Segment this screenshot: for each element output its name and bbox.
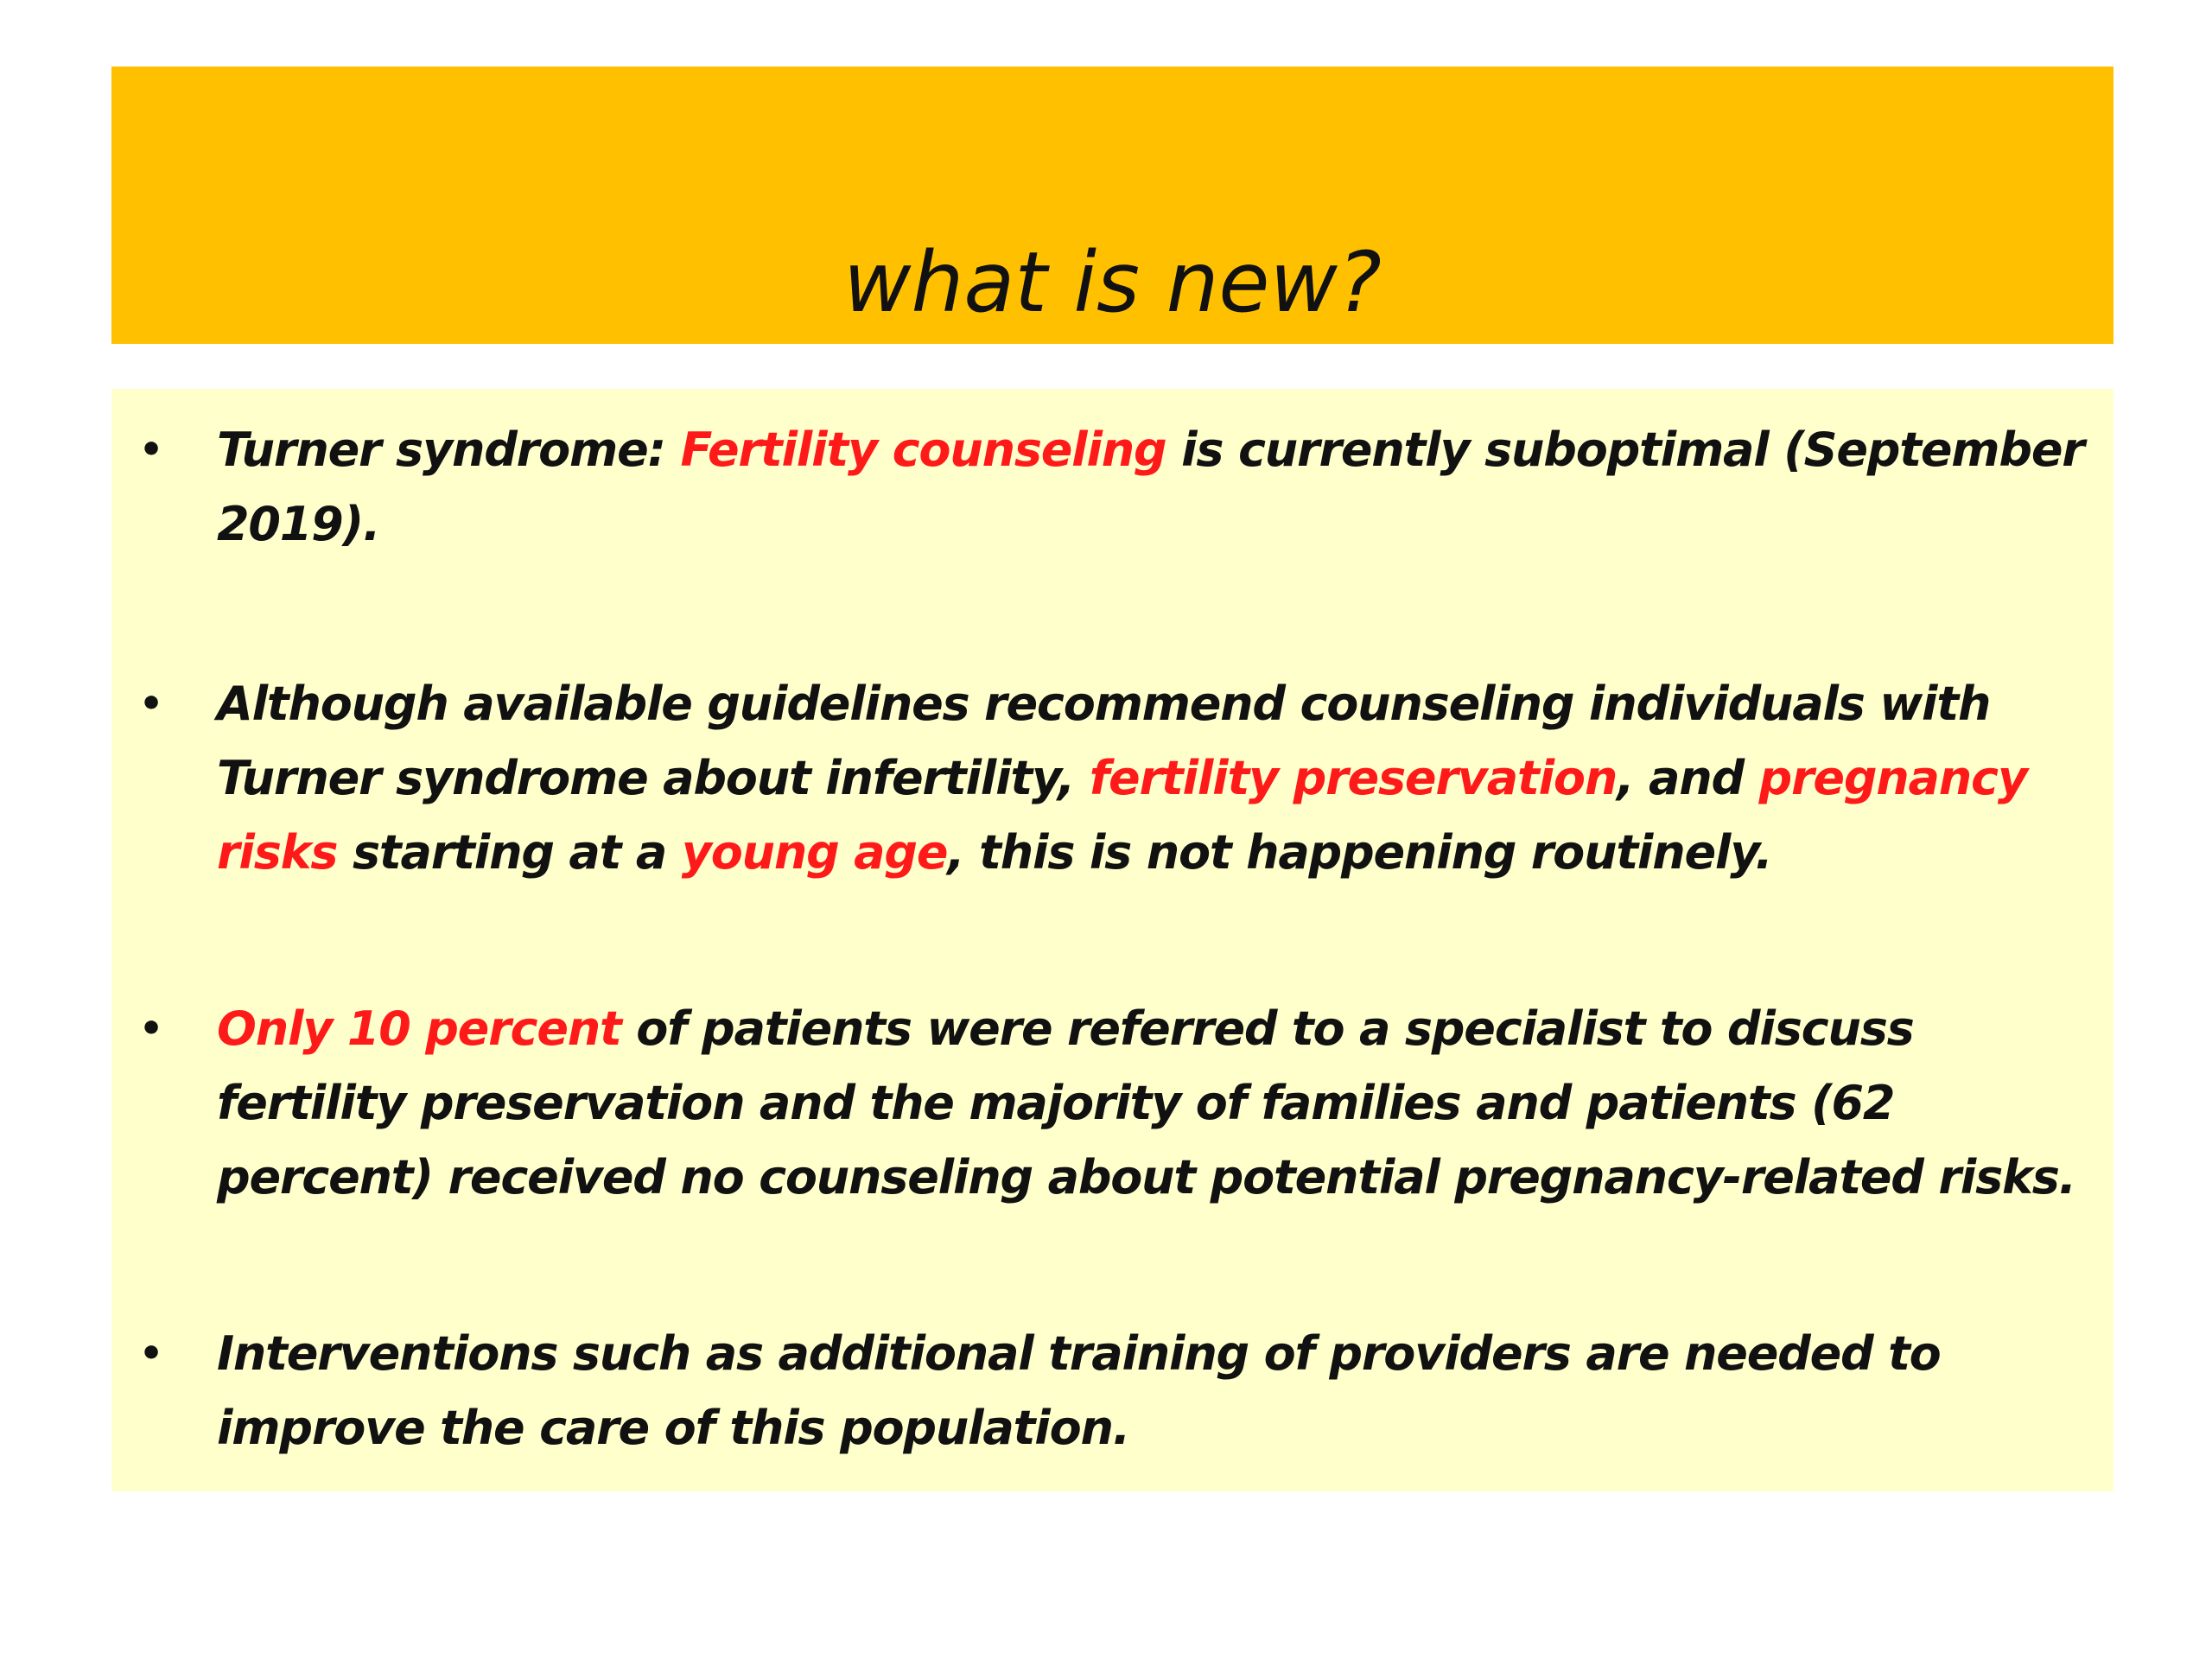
highlighted-phrase: Only 10 percent [217, 1001, 621, 1056]
bullet-text-segment: of patients were referred to a specialist to discuss fertility preservation and the majority of families and patients (62 percent) received no counseling about potential pregnancy-related risks. [217, 1001, 2075, 1205]
bullet-text [217, 1317, 2109, 1465]
bullet-text-segment: , this is not happening routinely. [947, 825, 1772, 880]
bullet-marker: • [139, 1332, 164, 1376]
bullet-text-segment: is currently suboptimal (September 2019). [217, 423, 2084, 551]
bullet-text-segment: starting at a [337, 825, 682, 880]
bullet-marker: • [139, 682, 164, 726]
title-banner [111, 67, 2113, 344]
bullet-text-segment: Although available guidelines recommend counseling individuals with Turner syndrome about infertility, [217, 677, 1991, 805]
bullet-marker: • [139, 428, 164, 472]
bullet-text [217, 667, 2109, 890]
bullet-text [217, 992, 2109, 1215]
bullet-text-segment: , and [1617, 751, 1759, 805]
content-panel [111, 389, 2113, 1491]
slide-title: what is new? [843, 234, 1382, 331]
bullet-text [217, 413, 2109, 562]
bullet-marker: • [139, 1007, 164, 1051]
highlighted-phrase: pregnancy risks [217, 751, 2027, 880]
highlighted-phrase: Fertility counseling [680, 423, 1166, 477]
bullet-text-segment: Turner syndrome: [217, 423, 681, 477]
highlighted-phrase: fertility preservation [1089, 751, 1618, 805]
highlighted-phrase: young age [681, 825, 948, 880]
bullet-text-segment: Interventions such as additional training of providers are needed to improve the care of this population. [217, 1326, 1941, 1455]
